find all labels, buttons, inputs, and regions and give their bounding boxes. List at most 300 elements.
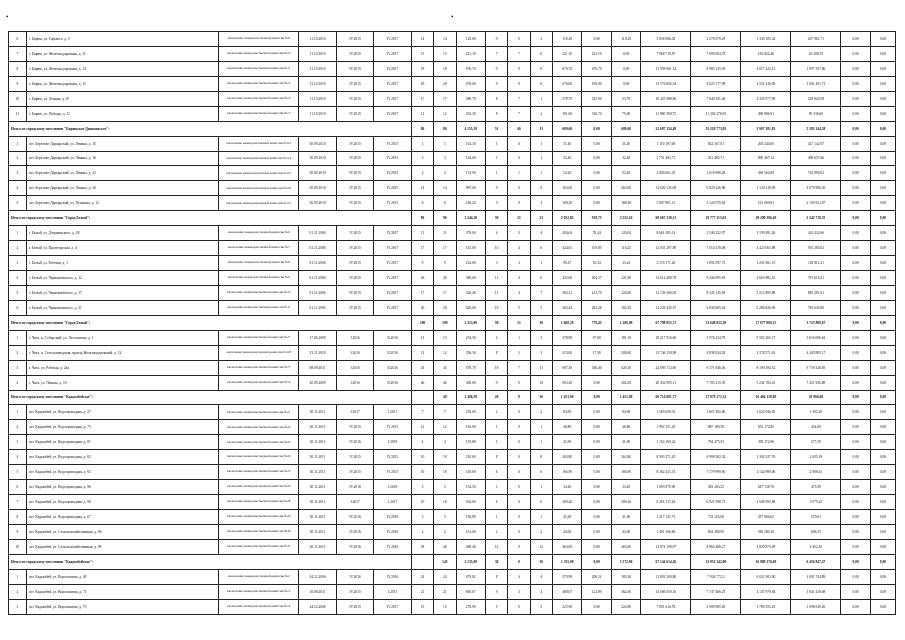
planned-end-cell: IV.2016 bbox=[374, 510, 412, 525]
value-cell-6: 1 bbox=[530, 91, 552, 106]
value-cell-2: 3 bbox=[434, 510, 456, 525]
document-cell: заключение межведомственной комиссии №29 bbox=[218, 510, 298, 525]
value-cell-5: 4 bbox=[508, 285, 530, 300]
value-cell-15: 0,00 bbox=[870, 196, 895, 211]
row-number-cell: 2 bbox=[9, 345, 27, 360]
recognition-date-cell: 01.11.2006 bbox=[299, 226, 337, 241]
value-cell-12: 560 280,10 bbox=[741, 524, 791, 539]
value-cell-2: 4 bbox=[434, 435, 456, 450]
document-cell: заключение межведомственной комиссии №116 bbox=[218, 181, 298, 196]
value-cell-12: 205 244,06 bbox=[741, 136, 791, 151]
total-row bbox=[9, 211, 896, 226]
value-cell-2: 3 bbox=[434, 151, 456, 166]
value-cell-4: 1 bbox=[485, 510, 507, 525]
value-cell-3: 676,70 bbox=[456, 61, 485, 76]
value-cell-10: 13 939 061,34 bbox=[641, 61, 691, 76]
value-cell-2: 13 bbox=[434, 330, 456, 345]
value-cell-10: 8 661 505,14 bbox=[641, 226, 691, 241]
value-cell-13: 781 645,80 bbox=[791, 300, 841, 315]
value-cell-10: 13 891 500,80 bbox=[641, 569, 691, 584]
address-cell: г. Бирюк, ул. Горького, д. 5 bbox=[26, 32, 218, 47]
value-cell-6: 0 bbox=[530, 46, 552, 61]
value-cell-5: 21 bbox=[508, 315, 530, 330]
table-row bbox=[9, 539, 896, 554]
value-cell-10: 8 362 211,53 bbox=[641, 465, 691, 480]
value-cell-7: 263,80 bbox=[552, 450, 581, 465]
value-cell-12: 4 425 063,88 bbox=[741, 241, 791, 256]
table-row bbox=[9, 241, 896, 256]
table-row bbox=[9, 405, 896, 420]
address-cell: пгт. Березово-Дарьярский, ул. Ленина, д. 15 bbox=[26, 136, 218, 151]
value-cell-2: 10 bbox=[434, 450, 456, 465]
value-cell-9: 34,40 bbox=[611, 480, 640, 495]
planned-start-cell: I.2017 bbox=[336, 495, 374, 510]
total-row bbox=[9, 390, 896, 405]
planned-end-cell: IV.2017 bbox=[374, 46, 412, 61]
value-cell-6: 12 bbox=[530, 539, 552, 554]
value-cell-11: 8 983 125,03 bbox=[691, 61, 741, 76]
value-cell-6: 13 bbox=[530, 121, 552, 136]
value-cell-3: 620,00 bbox=[456, 300, 485, 315]
total-label-cell: Итого по городскому поселению "Город Белый": bbox=[9, 211, 412, 226]
value-cell-9: 463,60 bbox=[611, 539, 640, 554]
planned-end-cell: IV.2017 bbox=[374, 271, 412, 286]
value-cell-15: 0,00 bbox=[870, 524, 895, 539]
value-cell-9: 166,90 bbox=[611, 465, 640, 480]
value-cell-4: 26 bbox=[485, 390, 507, 405]
value-cell-12: 2 946 593,68 bbox=[741, 495, 791, 510]
value-cell-9: 0,00 bbox=[611, 46, 640, 61]
value-cell-9: 1 206,09 bbox=[611, 315, 640, 330]
value-cell-13: 1 001 491,71 bbox=[791, 76, 841, 91]
planned-start-cell: IV.2015 bbox=[336, 450, 374, 465]
value-cell-10: 13 576 065,34 bbox=[641, 76, 691, 91]
value-cell-3: 326,40 bbox=[456, 285, 485, 300]
value-cell-8: 325,00 bbox=[582, 91, 611, 106]
table-row bbox=[9, 285, 896, 300]
table-row bbox=[9, 420, 896, 435]
value-cell-8: 0,00 bbox=[582, 465, 611, 480]
value-cell-12: 369 564,09 bbox=[741, 166, 791, 181]
value-cell-12: 4 017 423,13 bbox=[741, 61, 791, 76]
planned-start-cell: IV.2015 bbox=[336, 151, 374, 166]
value-cell-3: 255,60 bbox=[456, 405, 485, 420]
value-cell-8: 105,85 bbox=[582, 241, 611, 256]
document-cell: заключение межведомственной комиссии №74 bbox=[218, 375, 298, 390]
value-cell-10: 8 281 317,63 bbox=[641, 495, 691, 510]
document-cell: заключение межведомственной комиссии №13 bbox=[218, 91, 298, 106]
row-number-cell: 3 bbox=[9, 166, 27, 181]
value-cell-8: 202,28 bbox=[582, 300, 611, 315]
value-cell-7: 903,20 bbox=[552, 375, 581, 390]
planned-start-cell: IV.2015 bbox=[336, 256, 374, 271]
value-cell-12: 490 886,91 bbox=[741, 106, 791, 121]
value-cell-3: 221,10 bbox=[456, 46, 485, 61]
value-cell-2: 10 bbox=[434, 495, 456, 510]
value-cell-14: 0,00 bbox=[841, 315, 870, 330]
value-cell-13: 2 130 921,87 bbox=[791, 196, 841, 211]
value-cell-9: 23,24 bbox=[611, 256, 640, 271]
page-dot-center: • bbox=[451, 13, 454, 21]
recognition-date-cell: 30.09.2010 bbox=[299, 151, 337, 166]
value-cell-6: 4 bbox=[530, 32, 552, 47]
recognition-date-cell: 30.11.2011 bbox=[299, 539, 337, 554]
value-cell-8: 206,21 bbox=[582, 569, 611, 584]
recognition-date-cell: 30.11.2011 bbox=[299, 495, 337, 510]
value-cell-10: 20 432 905,11 bbox=[641, 375, 691, 390]
value-cell-12: 2 907 181,81 bbox=[741, 121, 791, 136]
value-cell-4: 9 bbox=[485, 375, 507, 390]
address-cell: пгт. Кадымбей, ул. Сельскохозяйственная, д. 96 bbox=[26, 524, 218, 539]
value-cell-12: 16 880 176,00 bbox=[741, 554, 791, 569]
address-cell: пгт. Березово-Дарьярский, ул. Ленина, д. 22 bbox=[26, 166, 218, 181]
value-cell-5: 0 bbox=[508, 136, 530, 151]
value-cell-8: 0,00 bbox=[582, 435, 611, 450]
value-cell-3: 236,20 bbox=[456, 196, 485, 211]
value-cell-5: 9 bbox=[508, 390, 530, 405]
row-number-cell: 5 bbox=[9, 465, 27, 480]
value-cell-11: 451 482,71 bbox=[691, 151, 741, 166]
value-cell-4: 11 bbox=[485, 271, 507, 286]
value-cell-12: 1 330 105,32 bbox=[741, 32, 791, 47]
value-cell-7: 225,90 bbox=[552, 599, 581, 614]
value-cell-9: 53,70 bbox=[611, 91, 640, 106]
value-cell-5: 1 bbox=[508, 166, 530, 181]
value-cell-14: 0,00 bbox=[841, 420, 870, 435]
value-cell-3: 987,00 bbox=[456, 181, 485, 196]
planned-start-cell: I.2016 bbox=[336, 330, 374, 345]
value-cell-3: 278,90 bbox=[456, 599, 485, 614]
value-cell-2: 10 bbox=[434, 465, 456, 480]
value-cell-7: 382,21 bbox=[552, 285, 581, 300]
value-cell-2: 17 bbox=[434, 285, 456, 300]
value-cell-1: 3 bbox=[411, 510, 433, 525]
recognition-date-cell: 11.10.2010 bbox=[299, 76, 337, 91]
recognition-date-cell: 30.11.2011 bbox=[299, 524, 337, 539]
row-number-cell: 2 bbox=[9, 584, 27, 599]
value-cell-11: 794 475,53 bbox=[691, 435, 741, 450]
recognition-date-cell: 01.11.2006 bbox=[299, 241, 337, 256]
value-cell-13: 6 456 847,47 bbox=[791, 554, 841, 569]
row-number-cell: 6 bbox=[9, 32, 27, 47]
planned-start-cell: IV.2015 bbox=[336, 226, 374, 241]
recognition-date-cell: 30.11.2011 bbox=[299, 435, 337, 450]
value-cell-9: 263,80 bbox=[611, 450, 640, 465]
value-cell-13: 473,90 bbox=[791, 480, 841, 495]
value-cell-11: 8 345 145,58 bbox=[691, 285, 741, 300]
value-cell-7: 907,30 bbox=[552, 360, 581, 375]
value-cell-1: 9 bbox=[411, 256, 433, 271]
value-cell-12: 513 069,81 bbox=[741, 196, 791, 211]
value-cell-14: 0,00 bbox=[841, 300, 870, 315]
value-cell-10: 67 798 853,71 bbox=[641, 315, 691, 330]
value-cell-9: 41,90 bbox=[611, 435, 640, 450]
address-cell: г. Чита, п. Собарский, ул. Лесопилова, д. 1 bbox=[26, 330, 218, 345]
row-number-cell: 6 bbox=[9, 480, 27, 495]
value-cell-11: 6 836 605,02 bbox=[691, 300, 741, 315]
value-cell-4: 11 bbox=[485, 285, 507, 300]
value-cell-1: 15 bbox=[411, 599, 433, 614]
value-cell-13: 408 637,66 bbox=[791, 151, 841, 166]
value-cell-9: 168,30 bbox=[611, 196, 640, 211]
row-number-cell: 3 bbox=[9, 256, 27, 271]
value-cell-14: 0,00 bbox=[841, 211, 870, 226]
planned-start-cell: IV.2015 bbox=[336, 181, 374, 196]
address-cell: пгт. Березово-Дарьярский, ул. Ленина, д. 16 bbox=[26, 151, 218, 166]
value-cell-12: 4 663 881,41 bbox=[741, 271, 791, 286]
address-cell: г. Чита, ул. Рабочая, д. 24а bbox=[26, 360, 218, 375]
table-row bbox=[9, 106, 896, 121]
address-cell: пгт. Березово-Дарьярский, ул. Пушкина, д. 12 bbox=[26, 196, 218, 211]
value-cell-15: 0,00 bbox=[870, 390, 895, 405]
planned-start-cell: IV.2015 bbox=[336, 46, 374, 61]
value-cell-15: 0,00 bbox=[870, 450, 895, 465]
value-cell-5: 3 bbox=[508, 584, 530, 599]
value-cell-14: 0,00 bbox=[841, 196, 870, 211]
address-cell: г. Бирюк, ул. Ленина, д. 67 bbox=[26, 91, 218, 106]
value-cell-4: 30 bbox=[485, 554, 507, 569]
document-cell: заключение межведомственной комиссии №31 bbox=[218, 539, 298, 554]
value-cell-5: 0 bbox=[508, 32, 530, 47]
document-cell: заключение межведомственной комиссии №25 bbox=[218, 465, 298, 480]
value-cell-7: 41,60 bbox=[552, 510, 581, 525]
value-cell-6: 23 bbox=[530, 211, 552, 226]
value-cell-15: 0,00 bbox=[870, 226, 895, 241]
value-cell-3: 232,00 bbox=[456, 256, 485, 271]
row-number-cell: 11 bbox=[9, 106, 27, 121]
value-cell-2: 5 bbox=[434, 480, 456, 495]
value-cell-8: 356,40 bbox=[582, 360, 611, 375]
value-cell-13: 2 342 718,35 bbox=[791, 211, 841, 226]
value-cell-5: 0 bbox=[508, 465, 530, 480]
table-row bbox=[9, 569, 896, 584]
value-cell-2: 15 bbox=[434, 599, 456, 614]
recognition-date-cell: 11.10.2010 bbox=[299, 32, 337, 47]
value-cell-11: 7 640 531,48 bbox=[691, 91, 741, 106]
value-cell-5: 9 bbox=[508, 76, 530, 91]
value-cell-6: 4 bbox=[530, 226, 552, 241]
row-number-cell: 4 bbox=[9, 181, 27, 196]
value-cell-4: 6 bbox=[485, 495, 507, 510]
planned-end-cell: I.2017 bbox=[374, 495, 412, 510]
row-number-cell: 8 bbox=[9, 61, 27, 76]
recognition-date-cell: 30.11.2011 bbox=[299, 420, 337, 435]
document-cell: заключение межведомственной комиссии №117 bbox=[218, 196, 298, 211]
value-cell-2: 17 bbox=[434, 91, 456, 106]
value-cell-9: 302,00 bbox=[611, 375, 640, 390]
planned-end-cell: IV.2017 bbox=[374, 226, 412, 241]
value-cell-5: 7 bbox=[508, 106, 530, 121]
value-cell-11: 7 014 478,48 bbox=[691, 241, 741, 256]
value-cell-6: 4 bbox=[530, 584, 552, 599]
address-cell: пгт. Кадымбей, ул. Водопроводная, д. 92 bbox=[26, 465, 218, 480]
value-cell-2: 86 bbox=[434, 121, 456, 136]
value-cell-9: 209,26 bbox=[611, 495, 640, 510]
value-cell-14: 0,00 bbox=[841, 256, 870, 271]
value-cell-11: 1 607 465,80 bbox=[691, 405, 741, 420]
value-cell-3: 315,00 bbox=[456, 241, 485, 256]
value-cell-13: 883 281,61 bbox=[791, 285, 841, 300]
value-cell-10: 22 697 134,49 bbox=[641, 121, 691, 136]
value-cell-8: 918,75 bbox=[582, 211, 611, 226]
value-cell-1 bbox=[411, 390, 433, 405]
planned-end-cell: IV.2017 bbox=[374, 91, 412, 106]
row-number-cell: 2 bbox=[9, 241, 27, 256]
address-cell: пгт. Березово-Дарьярский, ул. Ленина, д. 26 bbox=[26, 181, 218, 196]
value-cell-7: 41,90 bbox=[552, 435, 581, 450]
value-cell-9: 75,00 bbox=[611, 106, 640, 121]
recognition-date-cell: 11.10.2010 bbox=[299, 46, 337, 61]
row-number-cell: 10 bbox=[9, 91, 27, 106]
value-cell-12: 4 147 979,84 bbox=[741, 584, 791, 599]
row-number-cell: 9 bbox=[9, 76, 27, 91]
value-cell-4: 6 bbox=[485, 226, 507, 241]
value-cell-9: 2 552,16 bbox=[611, 211, 640, 226]
value-cell-4: 1 bbox=[485, 136, 507, 151]
planned-end-cell: IV.2017 bbox=[374, 106, 412, 121]
row-number-cell: 5 bbox=[9, 285, 27, 300]
row-number-cell: 5 bbox=[9, 196, 27, 211]
value-cell-12: 4 325 977,99 bbox=[741, 91, 791, 106]
planned-start-cell: IV.2016 bbox=[336, 435, 374, 450]
value-cell-14: 0,00 bbox=[841, 271, 870, 286]
value-cell-8: 0,00 bbox=[582, 495, 611, 510]
value-cell-5: 0 bbox=[508, 181, 530, 196]
table-row bbox=[9, 330, 896, 345]
value-cell-10: 5 807 801,15 bbox=[641, 196, 691, 211]
value-cell-4: 1 bbox=[485, 435, 507, 450]
address-cell: пгт. Кадымбей, ул. Сельскохозяйственная, д. 98 bbox=[26, 539, 218, 554]
total-row bbox=[9, 554, 896, 569]
table-row bbox=[9, 495, 896, 510]
value-cell-10: 2 904 661,03 bbox=[641, 166, 691, 181]
row-number-cell: 1 bbox=[9, 405, 27, 420]
row-number-cell: 4 bbox=[9, 375, 27, 390]
value-cell-3: 310,60 bbox=[456, 465, 485, 480]
document-cell: заключение межведомственной комиссии №12 bbox=[218, 76, 298, 91]
value-cell-14: 0,00 bbox=[841, 136, 870, 151]
value-cell-5: 2 bbox=[508, 256, 530, 271]
value-cell-13: 3 723 880,67 bbox=[791, 315, 841, 330]
table-row bbox=[9, 345, 896, 360]
value-cell-4: 4 bbox=[485, 330, 507, 345]
value-cell-8: 779,45 bbox=[582, 315, 611, 330]
value-cell-5: 1 bbox=[508, 345, 530, 360]
table-row bbox=[9, 166, 896, 181]
planned-start-cell: I.2016 bbox=[336, 345, 374, 360]
document-cell: заключение межведомственной комиссии №27 bbox=[218, 330, 298, 345]
value-cell-6: 1 bbox=[530, 136, 552, 151]
recognition-date-cell: 30.11.2011 bbox=[299, 450, 337, 465]
value-cell-6: 6 bbox=[530, 495, 552, 510]
planned-start-cell: IV.2015 bbox=[336, 420, 374, 435]
value-cell-10: 11 860 390,75 bbox=[641, 106, 691, 121]
value-cell-9: 181,10 bbox=[611, 330, 640, 345]
value-cell-10: 14 974 198,97 bbox=[641, 539, 691, 554]
value-cell-5: 4 bbox=[508, 271, 530, 286]
value-cell-13: 606,15 bbox=[791, 524, 841, 539]
value-cell-12: 6 021 902,00 bbox=[741, 569, 791, 584]
value-cell-10: 1 992 151,20 bbox=[641, 420, 691, 435]
value-cell-1: 26 bbox=[411, 271, 433, 286]
value-cell-2: 12 bbox=[434, 420, 456, 435]
value-cell-8: 0,00 bbox=[582, 420, 611, 435]
value-cell-7: 676,00 bbox=[552, 76, 581, 91]
value-cell-3: 676,00 bbox=[456, 76, 485, 91]
value-cell-10: 10 217 916,60 bbox=[641, 330, 691, 345]
value-cell-10: 24 095 712,60 bbox=[641, 360, 691, 375]
document-cell: заключение межведомственной комиссии №21 bbox=[218, 405, 298, 420]
value-cell-3: 102,10 bbox=[456, 136, 485, 151]
value-cell-3: 380,70 bbox=[456, 91, 485, 106]
value-cell-6: 6 bbox=[530, 241, 552, 256]
table-row bbox=[9, 465, 896, 480]
row-number-cell: 4 bbox=[9, 450, 27, 465]
value-cell-5: 0 bbox=[508, 554, 530, 569]
recognition-date-cell: 30.11.2011 bbox=[299, 480, 337, 495]
document-cell: заключение межведомственной комиссии №26 bbox=[218, 480, 298, 495]
value-cell-4: 3 bbox=[485, 256, 507, 271]
value-cell-10: 5 838 366,02 bbox=[641, 32, 691, 47]
value-cell-13: 1 001 744,89 bbox=[791, 569, 841, 584]
value-cell-15: 0,00 bbox=[870, 315, 895, 330]
value-cell-2: 45 bbox=[434, 360, 456, 375]
value-cell-1: 21 bbox=[411, 584, 433, 599]
value-cell-12: 337 966,62 bbox=[741, 510, 791, 525]
value-cell-12: 2 142 989,00 bbox=[741, 465, 791, 480]
value-cell-7: 1 355,00 bbox=[552, 554, 581, 569]
document-cell: заключение межведомственной комиссии №28 bbox=[218, 495, 298, 510]
value-cell-13: 228 820,58 bbox=[791, 91, 841, 106]
table-row bbox=[9, 32, 896, 47]
value-cell-3: 154,50 bbox=[456, 480, 485, 495]
planned-start-cell: IV.2016 bbox=[336, 480, 374, 495]
value-cell-15: 0,00 bbox=[870, 121, 895, 136]
value-cell-4: 3 bbox=[485, 196, 507, 211]
planned-start-cell: IV.2015 bbox=[336, 106, 374, 121]
value-cell-15: 0,00 bbox=[870, 271, 895, 286]
value-cell-6: 30 bbox=[530, 554, 552, 569]
row-number-cell: 7 bbox=[9, 495, 27, 510]
planned-end-cell: IV.2017 bbox=[374, 61, 412, 76]
value-cell-3: 161,00 bbox=[456, 524, 485, 539]
value-cell-3: 678,70 bbox=[456, 360, 485, 375]
planned-end-cell: IV.2015 bbox=[374, 136, 412, 151]
value-cell-14: 0,00 bbox=[841, 584, 870, 599]
recognition-date-cell: 30.11.2011 bbox=[299, 405, 337, 420]
value-cell-13: 2 908,61 bbox=[791, 465, 841, 480]
recognition-date-cell: 30.09.2010 bbox=[299, 196, 337, 211]
value-cell-15: 0,00 bbox=[870, 569, 895, 584]
value-cell-11: 3 909 985,20 bbox=[691, 599, 741, 614]
value-cell-15: 0,00 bbox=[870, 211, 895, 226]
value-cell-4: 9 bbox=[485, 32, 507, 47]
value-cell-7: 32,40 bbox=[552, 151, 581, 166]
address-cell: пгт. Кадымбей, ул. Ворошилова, д. 73 bbox=[26, 599, 218, 614]
value-cell-13: 427 142,97 bbox=[791, 136, 841, 151]
planned-start-cell: IV.2015 bbox=[336, 599, 374, 614]
value-cell-12: 5 232 784,41 bbox=[741, 375, 791, 390]
value-cell-1: 6 bbox=[411, 196, 433, 211]
value-cell-1: 1 bbox=[411, 136, 433, 151]
value-cell-1: 28 bbox=[411, 539, 433, 554]
value-cell-15: 0,00 bbox=[870, 539, 895, 554]
recognition-date-cell: 20.09.2009 bbox=[299, 375, 337, 390]
value-cell-5: 46 bbox=[508, 121, 530, 136]
value-cell-15: 0,00 bbox=[870, 465, 895, 480]
value-cell-13: 9 739 326,85 bbox=[791, 360, 841, 375]
value-cell-14: 0,00 bbox=[841, 285, 870, 300]
